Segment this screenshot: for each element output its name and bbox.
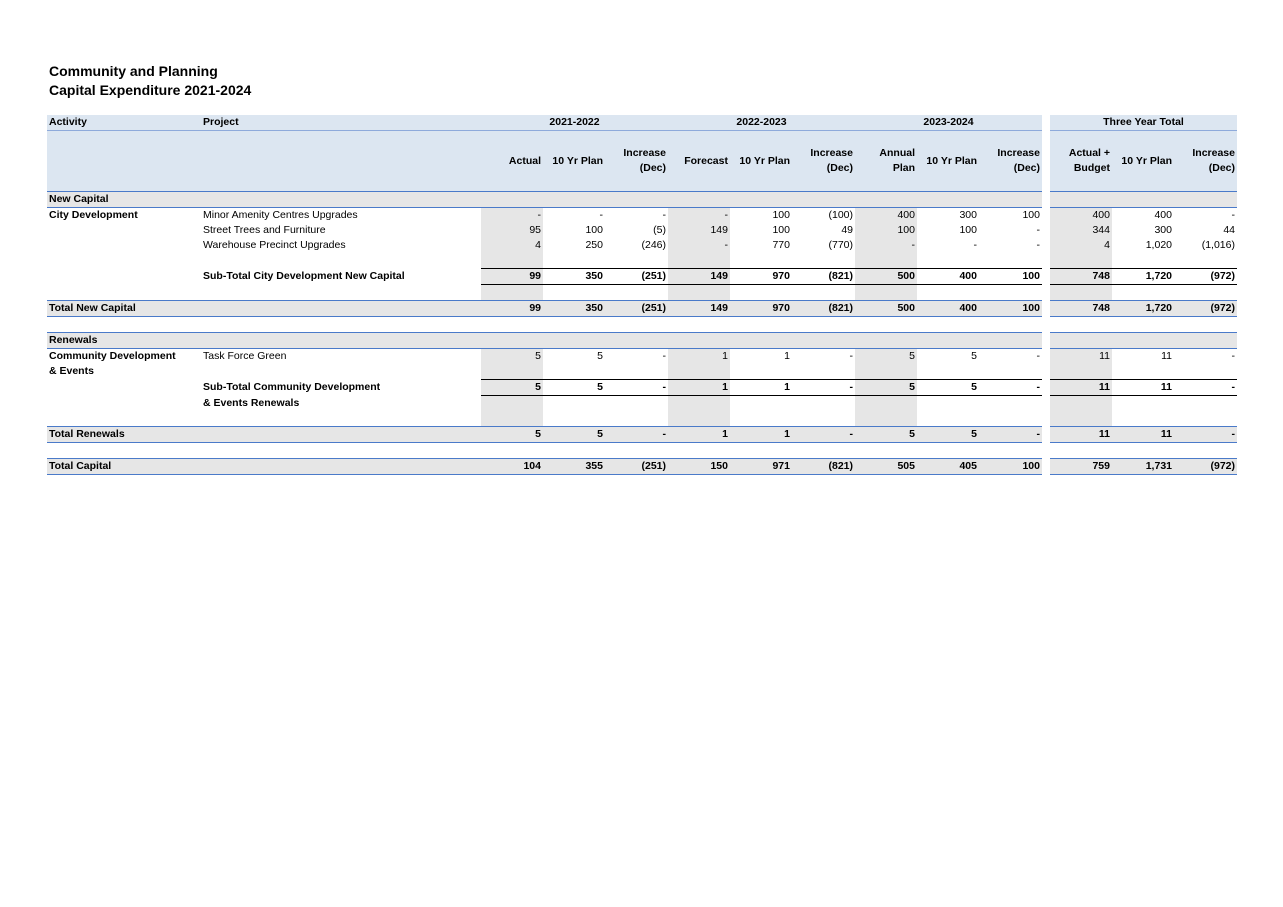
cell: - (855, 238, 917, 253)
cell: 1 (668, 427, 730, 443)
col-header: Forecast (668, 131, 730, 192)
activity-label: Community Development (49, 350, 176, 362)
cell: 11 (1112, 427, 1174, 443)
table-row (47, 364, 1237, 380)
cell: (821) (792, 301, 855, 317)
table-row (47, 396, 1237, 412)
cell: 49 (841, 224, 853, 236)
cell: 150 (668, 459, 730, 475)
cell: 300 (1154, 224, 1172, 236)
report-title: Community and Planning (49, 63, 218, 79)
cell: - (543, 208, 605, 224)
total-label: Total Capital (47, 459, 201, 475)
activity-label: City Development (49, 209, 138, 221)
cell: - (605, 427, 668, 443)
cell: 100 (979, 301, 1042, 317)
header-year-2021: 2021-2022 (481, 115, 668, 131)
cell: 11 (1050, 380, 1112, 396)
header-row-years (47, 115, 1237, 131)
table-row (47, 238, 1237, 253)
cell: 300 (959, 209, 977, 221)
project-label: Task Force Green (203, 350, 287, 362)
cell: 1 (730, 380, 792, 396)
cell: - (973, 239, 977, 251)
cell: 100 (585, 224, 603, 236)
cell: 100 (1022, 209, 1040, 221)
cell: 1 (784, 350, 790, 362)
cell: 770 (772, 239, 790, 251)
cell: 344 (1050, 223, 1112, 238)
spacer-row (47, 317, 1237, 333)
cell: - (668, 238, 730, 253)
cell: 971 (730, 459, 792, 475)
cell: - (662, 209, 666, 221)
cell: - (1231, 209, 1235, 221)
cell: 104 (481, 459, 543, 475)
total-renewals-row (47, 427, 1237, 443)
cell: (246) (641, 239, 666, 251)
cell: 100 (772, 209, 790, 221)
cell: 5 (543, 380, 605, 396)
cell: - (481, 208, 543, 224)
cell: 1 (668, 349, 730, 365)
col-header: 10 Yr Plan (917, 131, 979, 192)
cell: 970 (730, 301, 792, 317)
cell: - (979, 380, 1042, 396)
project-label: Minor Amenity Centres Upgrades (203, 209, 358, 221)
cell: - (792, 427, 855, 443)
section-renewals (47, 333, 1237, 349)
cell: 100 (772, 224, 790, 236)
cell: (100) (828, 209, 853, 221)
cell: (972) (1174, 301, 1237, 317)
subtotal-label: Sub-Total City Development New Capital (203, 270, 405, 282)
cell: 5 (481, 427, 543, 443)
cell: 149 (668, 269, 730, 285)
cell: 11 (1050, 349, 1112, 365)
cell: - (1036, 350, 1040, 362)
cell: 100 (979, 459, 1042, 475)
cell: - (662, 350, 666, 362)
cell: (5) (653, 224, 666, 236)
subtotal-label: & Events Renewals (203, 396, 300, 409)
col-header: Increase (Dec) (979, 131, 1042, 192)
cell: (251) (605, 459, 668, 475)
cell: 5 (481, 349, 543, 365)
cell: 5 (917, 380, 979, 396)
cell: - (1036, 224, 1040, 236)
cell: 5 (855, 427, 917, 443)
cell: (251) (605, 269, 668, 285)
cell: (821) (792, 459, 855, 475)
cell: 100 (979, 269, 1042, 285)
subtotal-label: Sub-Total Community Development (203, 381, 381, 393)
cell: 1,020 (1145, 239, 1172, 251)
cell: 400 (855, 208, 917, 224)
cell: 405 (917, 459, 979, 475)
cell: (1,016) (1201, 239, 1235, 251)
capital-expenditure-table (47, 115, 1237, 475)
cell: 1,720 (1112, 269, 1174, 285)
cell: 400 (917, 301, 979, 317)
cell: (972) (1174, 269, 1237, 285)
cell: 5 (597, 350, 603, 362)
section-label: Renewals (47, 333, 201, 349)
cell: 5 (917, 427, 979, 443)
cell: 250 (585, 239, 603, 251)
cell: 11 (1112, 380, 1174, 396)
header-three-year-total: Three Year Total (1050, 115, 1237, 131)
cell: 350 (543, 269, 605, 285)
section-new-capital (47, 192, 1237, 208)
spacer-row (47, 411, 1237, 427)
cell: 400 (1050, 208, 1112, 224)
cell: - (1174, 380, 1237, 396)
total-label: Total New Capital (47, 301, 201, 317)
subtotal-row (47, 269, 1237, 285)
cell: 5 (971, 350, 977, 362)
col-header: Actual + Budget (1050, 131, 1112, 192)
col-header: Increase (Dec) (1174, 131, 1237, 192)
col-header: Annual Plan (855, 131, 917, 192)
header-row-columns (47, 131, 1237, 192)
project-label: Warehouse Precinct Upgrades (203, 239, 346, 251)
cell: - (792, 380, 855, 396)
table-row (47, 223, 1237, 238)
subtotal-row (47, 380, 1237, 396)
cell: 5 (855, 380, 917, 396)
spacer-row (47, 253, 1237, 269)
cell: 355 (543, 459, 605, 475)
header-year-2022: 2022-2023 (668, 115, 855, 131)
cell: 748 (1050, 301, 1112, 317)
col-header: Actual (481, 131, 543, 192)
cell: 11 (1050, 427, 1112, 443)
header-project: Project (201, 115, 481, 131)
cell: 5 (855, 349, 917, 365)
section-label: New Capital (47, 192, 201, 208)
cell: 400 (1154, 209, 1172, 221)
cell: 350 (543, 301, 605, 317)
cell: - (1231, 350, 1235, 362)
cell: (251) (605, 301, 668, 317)
col-header: Increase (Dec) (605, 131, 668, 192)
cell: 149 (668, 301, 730, 317)
cell: 99 (481, 301, 543, 317)
header-activity: Activity (47, 115, 201, 131)
cell: 1 (730, 427, 792, 443)
cell: - (668, 208, 730, 224)
cell: 4 (1050, 238, 1112, 253)
spacer-row (47, 285, 1237, 301)
cell: 970 (730, 269, 792, 285)
table-row (47, 208, 1237, 224)
table-row (47, 349, 1237, 365)
spacer-row (47, 443, 1237, 459)
header-year-2023: 2023-2024 (855, 115, 1042, 131)
cell: - (849, 350, 853, 362)
cell: 4 (481, 238, 543, 253)
cell: 400 (917, 269, 979, 285)
cell: 11 (1161, 350, 1172, 362)
cell: 1,731 (1112, 459, 1174, 475)
col-header: Increase (Dec) (792, 131, 855, 192)
project-label: Street Trees and Furniture (203, 224, 326, 236)
cell: - (605, 380, 668, 396)
cell: 5 (481, 380, 543, 396)
cell: 100 (959, 224, 977, 236)
col-header: 10 Yr Plan (730, 131, 792, 192)
col-header: 10 Yr Plan (543, 131, 605, 192)
cell: 1 (668, 380, 730, 396)
cell: 100 (855, 223, 917, 238)
cell: 759 (1050, 459, 1112, 475)
cell: 5 (543, 427, 605, 443)
total-capital-row (47, 459, 1237, 475)
cell: 99 (481, 269, 543, 285)
cell: (821) (792, 269, 855, 285)
cell: 500 (855, 301, 917, 317)
activity-label: & Events (49, 365, 94, 378)
cell: - (979, 427, 1042, 443)
cell: - (1036, 239, 1040, 251)
cell: (770) (828, 239, 853, 251)
cell: 505 (855, 459, 917, 475)
col-header: 10 Yr Plan (1112, 131, 1174, 192)
cell: 44 (1223, 224, 1235, 236)
total-new-capital-row (47, 301, 1237, 317)
report-subtitle: Capital Expenditure 2021-2024 (49, 82, 252, 98)
total-label: Total Renewals (47, 427, 201, 443)
cell: - (1174, 427, 1237, 443)
cell: 95 (481, 223, 543, 238)
cell: (972) (1174, 459, 1237, 475)
cell: 748 (1050, 269, 1112, 285)
cell: 149 (668, 223, 730, 238)
cell: 500 (855, 269, 917, 285)
cell: 1,720 (1112, 301, 1174, 317)
